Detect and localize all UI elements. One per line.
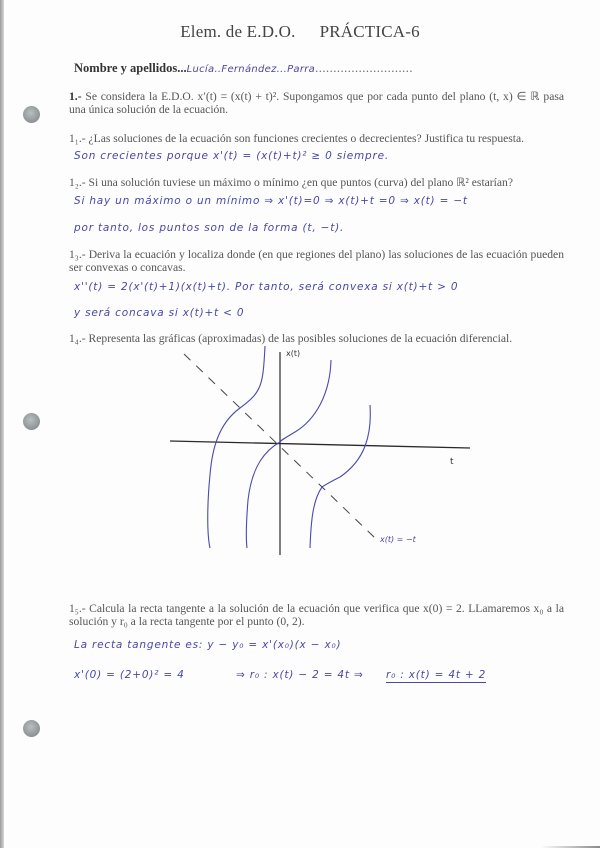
answer-5-line-3: ⇒ r₀ : x(t) − 2 = 4t ⇒: [236, 669, 364, 681]
solution-sketch: [170, 340, 490, 565]
question-text: Calcula la recta tangente a la solución de la ecuación que verifica que x(0) = 2. LLamaremos x₀ a la solución y r₀ a la recta tangente por el punto (0, 2).: [69, 602, 564, 628]
answer-1-line-1: Son crecientes porque x'(t) = (x(t)+t)² ≥ 0 siempre.: [74, 150, 390, 162]
answer-3-line-2: y será concava si x(t)+t < 0: [74, 307, 245, 319]
question-5: [69, 602, 564, 628]
question-2: [69, 176, 564, 189]
punch-hole-bottom: [23, 720, 40, 737]
student-name: Lucía..Fernández...Parra: [186, 64, 316, 75]
dashed-line-label: x(t) = −t: [380, 535, 416, 544]
answer-5-final: r₀ : x(t) = 4t + 2: [386, 669, 487, 681]
question-text: Deriva la ecuación y localiza donde (en que regiones del plano) las soluciones de las ecuación pueden ser convexas o concavas.: [69, 248, 564, 274]
problem-text: Se considera la E.D.O. x′(t) = (x(t) + t)². Supongamos que por cada punto del plano (t, x) ∈ ℝ pasa una única solución de la ecuación.: [69, 90, 564, 116]
problem-number: 1.-: [69, 90, 82, 103]
question-label: 1₃.-: [69, 248, 86, 261]
student-name-line: [74, 61, 413, 76]
punch-hole-top: [23, 106, 40, 123]
name-dots: ...........................: [315, 61, 413, 75]
question-label: 1₅.-: [69, 602, 86, 615]
question-label: 1₂.-: [69, 176, 86, 189]
question-label: 1₄.-: [69, 332, 86, 345]
scan-edge: [0, 0, 4, 848]
question-text: Si una solución tuviese un máximo o mínimo ¿en que puntos (curva) del plano ℝ² estarían?: [88, 176, 513, 189]
answer-5-line-1: La recta tangente es: y − y₀ = x'(x₀)(x − x₀): [74, 639, 342, 651]
answer-2-line-1: Si hay un máximo o un mínimo ⇒ x'(t)=0 ⇒ x(t)+t =0 ⇒ x(t) = −t: [74, 195, 468, 207]
x-axis-label: t: [450, 457, 454, 467]
practice-title: PRÁCTICA-6: [319, 22, 420, 41]
punch-hole-middle: [23, 413, 40, 430]
question-1: [69, 132, 564, 145]
answer-5-line-2: x'(0) = (2+0)² = 4: [74, 669, 185, 681]
course-title: Elem. de E.D.O.: [180, 22, 296, 41]
question-label: 1₁.-: [69, 132, 86, 145]
answer-2-line-2: por tanto, los puntos son de la forma (t, −t).: [74, 222, 345, 234]
question-text: Representa las gráficas (aproximadas) de las posibles soluciones de la ecuación diferencial.: [88, 332, 513, 345]
solution-curve-left: [208, 346, 265, 548]
solution-curve-right: [310, 405, 370, 548]
answer-3-line-1: x''(t) = 2(x'(t)+1)(x(t)+t). Por tanto, será convexa si x(t)+t > 0: [74, 281, 459, 293]
problem-statement: [69, 90, 564, 116]
name-label: Nombre y apellidos...: [74, 61, 187, 75]
question-3: [69, 248, 564, 274]
page-title: [0, 22, 600, 42]
question-text: ¿Las soluciones de la ecuación son funciones crecientes o decrecientes? Justifica tu respuesta.: [88, 132, 525, 145]
y-axis-label: x(t): [286, 349, 301, 358]
